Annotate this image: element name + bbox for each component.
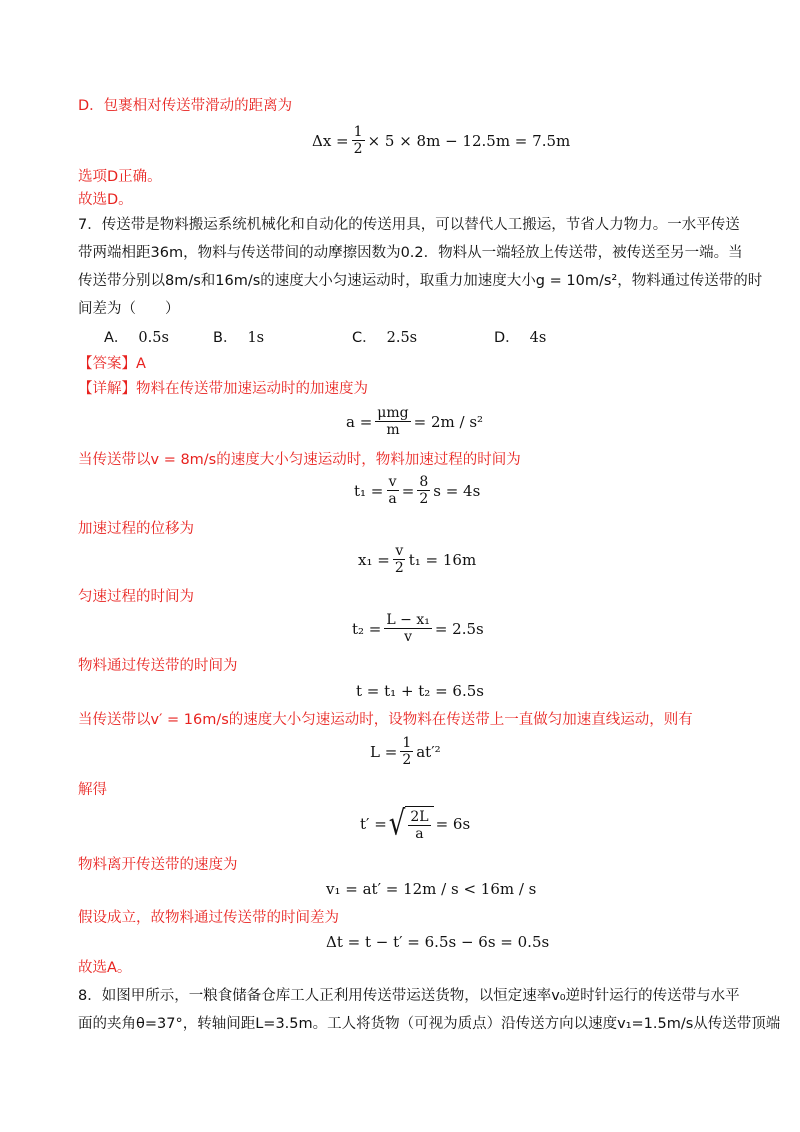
eq-mid: = <box>401 481 415 500</box>
step-8-text: 假设成立，故物料通过传送带的时间差为 <box>78 910 339 926</box>
numerator: 1 <box>402 735 412 751</box>
square-root <box>389 806 434 842</box>
numerator: v <box>388 474 397 490</box>
option-letter: A． <box>104 330 129 346</box>
equation-v1: v₁ = at′ = 12m / s < 16m / s <box>326 880 537 898</box>
numerator: 2L <box>410 809 429 825</box>
eq-lhs: Δx = <box>312 131 349 150</box>
option-value: 0.5s <box>138 330 169 346</box>
denominator: a <box>388 491 397 507</box>
eq-rhs: s = 4s <box>433 481 481 500</box>
equation-delta-x <box>312 124 570 157</box>
denominator: a <box>415 826 424 842</box>
step-3-text: 匀速过程的时间为 <box>78 589 194 605</box>
q7-text-line2: 带两端相距36m，物料与传送带间的动摩擦因数为0.2．物料从一端轻放上传送带，被传送至另一端。当 <box>78 245 743 261</box>
radical-sign-icon: √ <box>388 804 406 844</box>
equation-t-prime <box>360 806 470 842</box>
equation-t2 <box>352 612 484 645</box>
fraction <box>417 474 430 507</box>
q8-text-line1: 8．如图甲所示，一粮食储备仓库工人正利用传送带运送货物，以恒定速率v₀逆时针运行的传送带与水平 <box>78 988 740 1004</box>
answer-label: 【答案】A <box>78 356 146 372</box>
step-6-text: 解得 <box>78 782 107 798</box>
eq-rhs: = 6s <box>435 815 471 833</box>
eq-lhs: x₁ = <box>358 550 390 569</box>
equation-L <box>370 735 441 768</box>
q7-text-line1: 7．传送带是物料搬运系统机械化和自动化的传送用具，可以替代人工搬运，节省人力物力。一水平传送 <box>78 217 740 233</box>
option-d-explanation: D．包裹相对传送带滑动的距离为 <box>78 98 293 114</box>
eq-lhs: L = <box>370 742 398 761</box>
fraction <box>384 612 431 645</box>
fraction <box>386 474 398 507</box>
option-b <box>213 326 264 347</box>
denominator: 2 <box>402 752 412 768</box>
fraction <box>352 124 365 157</box>
denominator: 2 <box>394 560 404 576</box>
choose-a: 故选A。 <box>78 960 132 976</box>
fraction <box>375 405 410 438</box>
option-a <box>104 326 169 347</box>
eq-rhs: × 5 × 8m − 12.5m = 7.5m <box>367 131 571 150</box>
option-d-correct: 选项D正确。 <box>78 169 162 185</box>
option-c <box>352 326 417 347</box>
eq-rhs: = 2.5s <box>434 619 484 638</box>
denominator: 2 <box>353 141 363 157</box>
numerator: 1 <box>353 124 363 140</box>
fraction <box>408 809 430 842</box>
option-letter: B． <box>213 330 238 346</box>
eq-lhs: t′ = <box>360 815 387 833</box>
eq-lhs: t₁ = <box>354 481 384 500</box>
equation-x1 <box>358 543 476 576</box>
eq-rhs: at′² <box>416 742 441 761</box>
detail-label: 【详解】物料在传送带加速运动时的加速度为 <box>78 381 368 397</box>
denominator: v <box>404 629 413 645</box>
step-4-text: 物料通过传送带的时间为 <box>78 658 238 674</box>
step-2-text: 加速过程的位移为 <box>78 521 194 537</box>
numerator: L − x₁ <box>386 612 430 628</box>
equation-acceleration <box>346 405 483 438</box>
option-d <box>494 326 546 347</box>
option-letter: C． <box>352 330 377 346</box>
step-1-text: 当传送带以v = 8m/s的速度大小匀速运动时，物料加速过程的时间为 <box>78 452 521 468</box>
equation-delta-t: Δt = t − t′ = 6.5s − 6s = 0.5s <box>326 933 550 951</box>
equation-t-total: t = t₁ + t₂ = 6.5s <box>356 682 484 700</box>
numerator: 8 <box>419 474 429 490</box>
eq-rhs: = 2m / s² <box>413 412 484 431</box>
option-value: 4s <box>529 330 547 346</box>
fraction <box>400 735 413 768</box>
numerator: μmg <box>377 405 409 421</box>
eq-lhs: t₂ = <box>352 619 382 638</box>
q7-text-line3: 传送带分别以8m/s和16m/s的速度大小匀速运动时，取重力加速度大小g = 10m/s²，物料通过传送带的时 <box>78 273 763 289</box>
eq-lhs: a = <box>346 412 373 431</box>
option-value: 1s <box>247 330 265 346</box>
q7-text-line4: 间差为（ ） <box>78 301 180 317</box>
choose-d: 故选D。 <box>78 192 133 208</box>
option-letter: D． <box>494 330 520 346</box>
radicand <box>405 806 433 842</box>
numerator: v <box>395 543 404 559</box>
eq-rhs: t₁ = 16m <box>408 550 477 569</box>
denominator: m <box>386 422 400 438</box>
fraction <box>393 543 406 576</box>
step-7-text: 物料离开传送带的速度为 <box>78 857 238 873</box>
denominator: 2 <box>419 491 429 507</box>
q8-text-line2: 面的夹角θ=37°，转轴间距L=3.5m。工人将货物（可视为质点）沿传送方向以速度v₁=1.5m/s从传送带顶端 <box>78 1016 781 1032</box>
equation-t1 <box>354 474 480 507</box>
step-5-text: 当传送带以v′ = 16m/s的速度大小匀速运动时，设物料在传送带上一直做匀加速直线运动，则有 <box>78 712 693 728</box>
option-value: 2.5s <box>386 330 418 346</box>
